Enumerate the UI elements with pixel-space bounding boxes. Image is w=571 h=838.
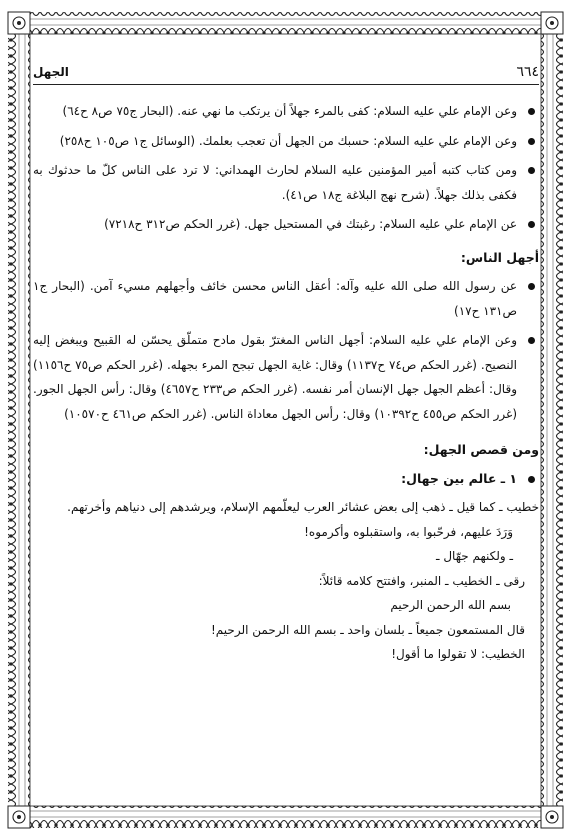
story-line: الخطيب: لا تقولوا ما أقول! xyxy=(391,647,525,661)
running-header xyxy=(33,62,539,85)
story-line: قال المستمعون جميعاً ـ بلسان واحد ـ بسم الله الرحمن الرحيم! xyxy=(210,622,525,637)
story-line: رقى ـ الخطيب ـ المنبر، وافتتح كلامه قائلاً: xyxy=(318,573,525,588)
hadith-item: ومن كتاب كتبه أمير المؤمنين عليه السلام لحارث الهمداني: لا ترد على الناس كلّ ما حدثوك به فكفى بذلك جهلاً. (شرح نهج البلاغة ج١٨ ص٤١). xyxy=(33,158,539,207)
section-heading-stories: ومن قصص الجهل: xyxy=(423,442,539,457)
story-line: بسم الله الرحمن الرحيم xyxy=(390,598,511,612)
story-line: وَرَدَ عليهم، فرحّبوا به، واستقبلوه وأكرموه! xyxy=(304,524,513,539)
hadith-item: وعن الإمام علي عليه السلام: كفى بالمرء جهلاً أن يرتكب ما نهي عنه. (البحار ج٧٥ ص٨ ح٦٤) xyxy=(33,99,539,124)
book-page xyxy=(33,62,539,800)
hadith-list-top xyxy=(33,99,539,237)
hadith-item: عن الإمام علي عليه السلام: رغبتك في المستحيل جهل. (غرر الحكم ص٣١٢ ح٧٢١٨) xyxy=(33,212,539,237)
hadith-item: عن رسول الله صلى الله عليه وآله: أعقل الناس محسن خائف وأجهلهم مسيء آمن. (البحار ج١ ص١٣١ ح١٧) xyxy=(33,274,539,323)
story-paragraph: خطيب ـ كما قيل ـ ذهب إلى بعض عشائر العرب ليعلّمهم الإسلام، ويرشدهم إلى دنياهم وأخرتهم. xyxy=(67,500,539,514)
hadith-list-ignorant xyxy=(33,274,539,426)
hadith-item: وعن الإمام علي عليه السلام: حسبك من الجهل أن تعجب بعلمك. (الوسائل ج١ ص١٠٥ ح٢٥٨) xyxy=(33,129,539,154)
story-title: ١ ـ عالم بين جهال: xyxy=(33,467,539,492)
page-number: ٦٦٤ xyxy=(516,63,539,80)
story-line: ـ ولكنهم جهّال ـ xyxy=(435,549,513,563)
chapter-title: الجهل xyxy=(33,64,69,79)
hadith-item: وعن الإمام علي عليه السلام: أجهل الناس المغترّ بقول مادح متملّق يحسّن له القبيح ويبغض إليه النصيح. (غرر الحكم ص٧٤ ح١١٣٧) وقال: غاية الجهل تبجح المرء بجهله. (غرر الحكم ص٧٥ ح١١٥٦) وقال: أعظم الجهل جهل الإنسان أمر نفسه. (غرر الحكم ص٢٣٣ ح٤٦٥٧) وقال: رأس الجهل الجور. (غرر الحكم ص٤٥٥ ح١٠٣٩٢) وقال: رأس الجهل معاداة الناس. (غرر الحكم ص٤٦١ ح١٠٥٧٠) xyxy=(33,328,539,426)
section-heading-ignorant: أجهل الناس: xyxy=(460,249,539,265)
